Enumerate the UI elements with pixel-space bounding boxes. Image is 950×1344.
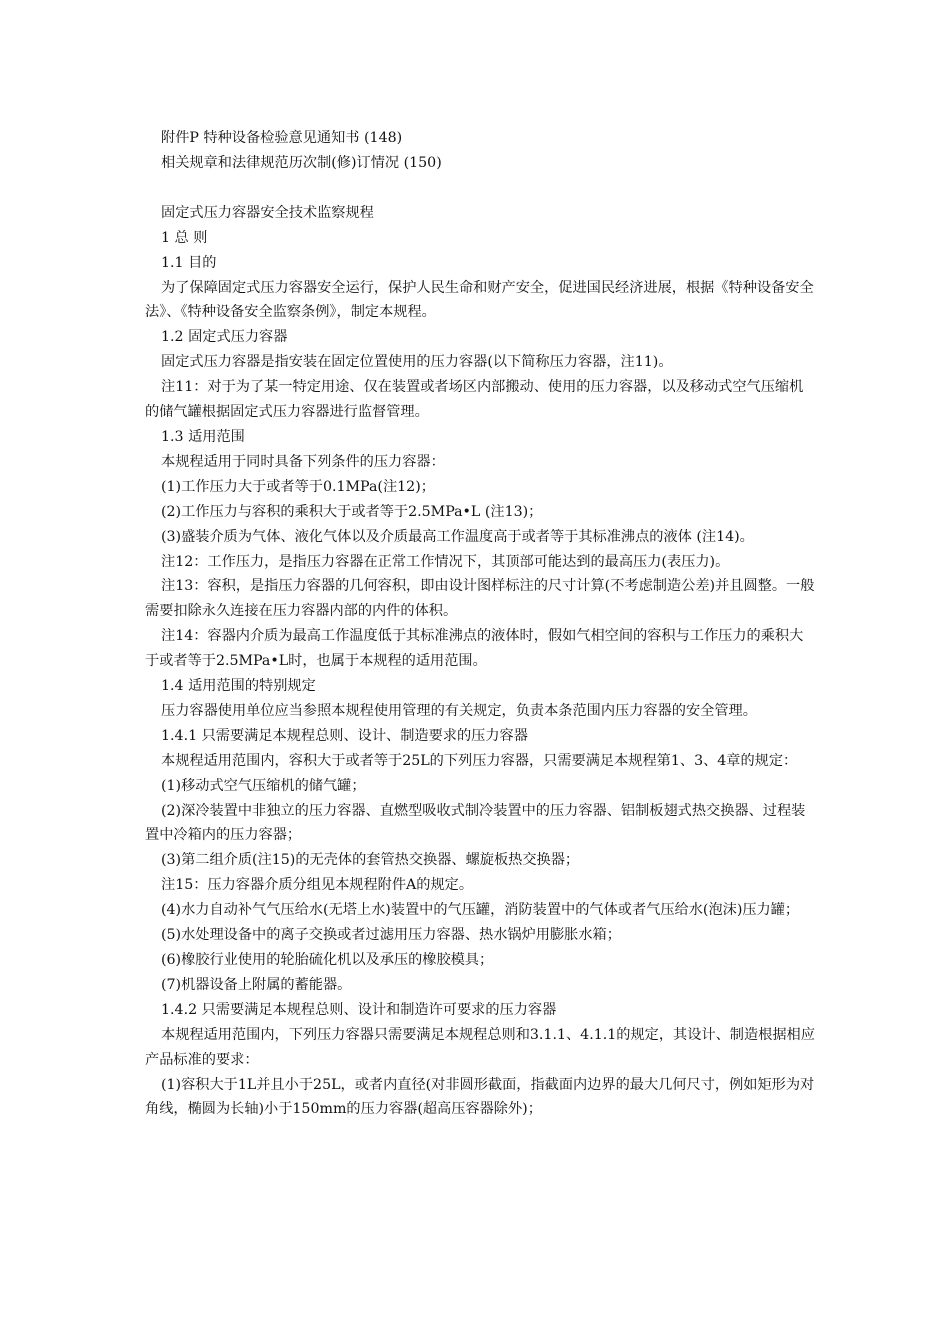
body-paragraph: 注12：工作压力，是指压力容器在正常工作情况下，其顶部可能达到的最高压力(表压力)。 [161, 553, 730, 570]
document-title: 固定式压力容器安全技术监察规程 [161, 204, 374, 221]
body-paragraph: (1)移动式空气压缩机的储气罐； [161, 777, 366, 794]
body-paragraph: 1.2 固定式压力容器 [161, 329, 288, 346]
body-paragraph: (2)工作压力与容积的乘积大于或者等于2.5MPa•L (注13)； [161, 503, 543, 520]
body-paragraph: 压力容器使用单位应当参照本规程使用管理的有关规定，负责本条范围内压力容器的安全管理。 [161, 702, 757, 719]
body-paragraph: 注14：容器内介质为最高工作温度低于其标准沸点的液体时，假如气相空间的容积与工作压力的乘积大于或者等于2.5MPa•L时，也属于本规程的适用范围。 [145, 628, 804, 670]
body-paragraph: (1)工作压力大于或者等于0.1MPa(注12)； [161, 478, 435, 495]
body-paragraph: 1.3 适用范围 [161, 428, 245, 445]
document-page [145, 126, 815, 1122]
body-paragraph: 注15：压力容器介质分组见本规程附件A的规定。 [161, 877, 474, 894]
body-paragraph: 注11：对于为了某一特定用途、仅在装置或者场区内部搬动、使用的压力容器，以及移动式空气压缩机的储气罐根据固定式压力容器进行监督管理。 [145, 379, 804, 421]
body-paragraph: 本规程适用于同时具备下列条件的压力容器： [161, 453, 445, 470]
body-paragraph: (4)水力自动补气气压给水(无塔上水)装置中的气压罐，消防装置中的气体或者气压给水(泡沫)压力罐； [161, 902, 800, 919]
body-paragraph: (3)盛装介质为气体、液化气体以及介质最高工作温度高于或者等于其标准沸点的液体 (注14)。 [161, 528, 754, 545]
body-paragraph: 本规程适用范围内，下列压力容器只需要满足本规程总则和3.1.1、4.1.1的规定，其设计、制造根据相应产品标准的要求： [145, 1026, 815, 1068]
body-paragraph: (2)深冷装置中非独立的压力容器、直燃型吸收式制冷装置中的压力容器、铝制板翅式热交换器、过程装置中冷箱内的压力容器； [145, 802, 806, 844]
toc-entry-appendix-p: 附件P 特种设备检验意见通知书 (148) [161, 130, 403, 146]
body-paragraph: (3)第二组介质(注15)的无壳体的套管热交换器、螺旋板热交换器； [161, 852, 580, 869]
body-paragraph: (7)机器设备上附属的蓄能器。 [161, 976, 352, 993]
body-paragraph: (6)橡胶行业使用的轮胎硫化机以及承压的橡胶模具； [161, 952, 494, 968]
body-paragraph: 1.4.2 只需要满足本规程总则、设计和制造许可要求的压力容器 [161, 1001, 557, 1018]
section-gap [145, 176, 815, 201]
body-paragraph: 1 总 则 [161, 229, 208, 246]
body-paragraph: 本规程适用范围内，容积大于或者等于25L的下列压力容器，只需要满足本规程第1、3、4章的规定： [161, 752, 798, 769]
body-paragraph: (1)容积大于1L并且小于25L，或者内直径(对非圆形截面，指截面内边界的最大几何尺寸，例如矩形为对角线，椭圆为长轴)小于150mm的压力容器(超高压容器除外)； [145, 1076, 815, 1118]
body-paragraph: (5)水处理设备中的离子交换或者过滤用压力容器、热水锅炉用膨胀水箱； [161, 927, 621, 944]
document-body [145, 226, 815, 1123]
body-paragraph: 为了保障固定式压力容器安全运行，保护人民生命和财产安全，促进国民经济进展，根据《特种设备安全法》、《特种设备安全监察条例》，制定本规程。 [145, 279, 814, 321]
body-paragraph: 1.1 目的 [161, 254, 217, 271]
body-paragraph: 固定式压力容器是指安装在固定位置使用的压力容器(以下简称压力容器，注11)。 [161, 354, 673, 371]
body-paragraph: 1.4.1 只需要满足本规程总则、设计、制造要求的压力容器 [161, 727, 528, 744]
toc-entry-revision-history: 相关规章和法律规范历次制(修)订情况 (150) [161, 154, 442, 171]
body-paragraph: 注13：容积，是指压力容器的几何容积，即由设计图样标注的尺寸计算(不考虑制造公差)并且圆整。一般需要扣除永久连接在压力容器内部的内件的体积。 [145, 578, 815, 620]
body-paragraph: 1.4 适用范围的特别规定 [161, 678, 316, 695]
